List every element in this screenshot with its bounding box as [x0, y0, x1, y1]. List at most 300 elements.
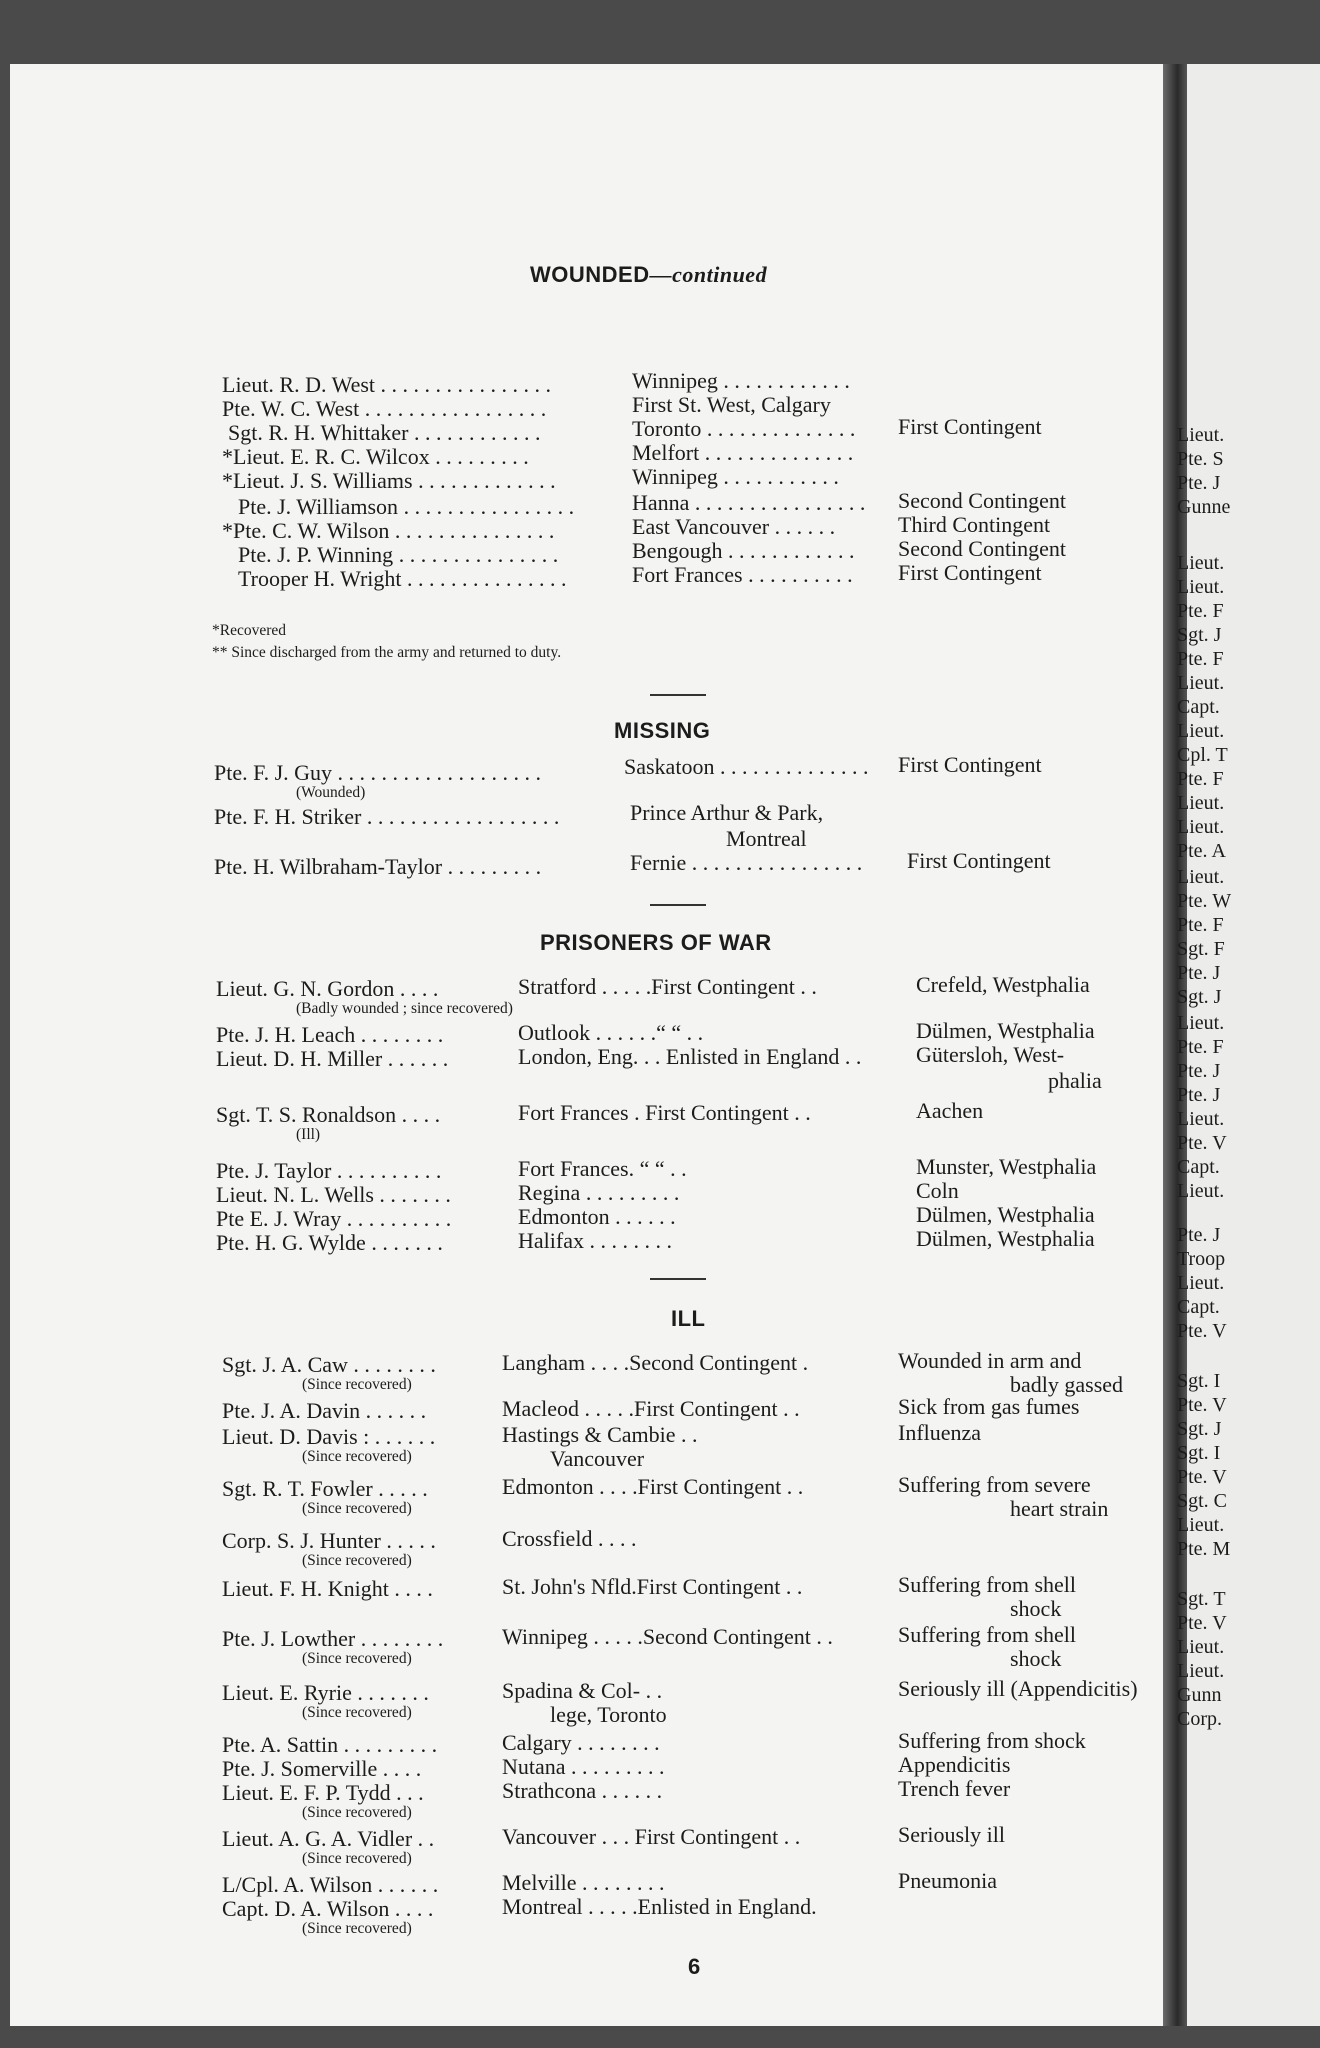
leader-dots: . .	[412, 1826, 435, 1851]
leader-dots: . . . . .	[372, 1476, 428, 1501]
camp-location: Munster, Westphalia	[916, 1154, 1097, 1179]
soldier-name: Lieut. A. G. A. Vidler	[222, 1826, 413, 1851]
hometown: Hastings & Cambie	[502, 1422, 676, 1447]
ill-place-line2: Vancouver	[550, 1446, 645, 1471]
right-page-entry: Lieut.	[1177, 866, 1225, 888]
leader-dots: . . .	[390, 1780, 424, 1805]
missing-place: Prince Arthur & Park,	[630, 800, 824, 825]
right-page-entry: Pte. A	[1177, 840, 1226, 862]
hometown: Nutana	[502, 1754, 566, 1779]
right-page-entry: Lieut.	[1177, 816, 1225, 838]
ill-entry	[222, 1872, 438, 1898]
leader-dots: : . . . . . .	[357, 1424, 436, 1449]
leader-dots: . .	[681, 1020, 704, 1045]
hometown: Fort Frances	[632, 562, 743, 587]
camp-location-line2: phalia	[1048, 1068, 1102, 1093]
leader-dots: . . . . .	[596, 974, 652, 999]
hometown: Montreal	[502, 1894, 583, 1919]
contingent: First Contingent	[898, 414, 1042, 439]
leader-dots: . . . .	[388, 1576, 433, 1601]
hometown: Fort Frances.	[518, 1156, 635, 1181]
condition: Seriously ill	[898, 1822, 1005, 1847]
ill-place	[502, 1678, 662, 1704]
leader-dots: . . . .	[592, 1526, 637, 1551]
left-page	[10, 64, 1163, 2026]
missing-place-line2: Montreal	[726, 826, 807, 851]
right-page-entry: Capt.	[1177, 1296, 1220, 1318]
soldier-name: Pte. J. Lowther	[222, 1626, 356, 1651]
leader-dots: . . . . . .	[590, 1020, 657, 1045]
right-page-entry: Pte. V	[1177, 1320, 1227, 1342]
camp-location: Gütersloh, West-	[916, 1042, 1065, 1067]
hometown: First St. West, Calgary	[632, 392, 831, 417]
wounded-title-suffix: —continued	[649, 262, 768, 287]
hometown: Stratford	[518, 974, 597, 999]
leader-dots: . . . . . . . . . . . . . .	[701, 416, 856, 441]
leader-dots: . . . . .	[587, 1624, 643, 1649]
leader-dots: . .	[778, 1824, 801, 1849]
missing-place: Saskatoon . . . . . . . . . . . . . .	[624, 754, 869, 779]
contingent: Second Contingent	[898, 536, 1067, 561]
hometown: Winnipeg	[632, 368, 718, 393]
soldier-name: Pte E. J. Wray	[216, 1206, 342, 1231]
ill-entry	[222, 1352, 436, 1378]
ill-place-line2: lege, Toronto	[550, 1702, 667, 1727]
right-page-entry: Sgt. J	[1177, 624, 1222, 646]
contingent: Enlisted in England.	[637, 1894, 817, 1919]
leader-dots: . .	[657, 1180, 680, 1205]
contingent: First Contingent	[651, 974, 795, 999]
right-page-entry: Gunn	[1177, 1684, 1222, 1706]
leader-dots: . . . . . .	[372, 1872, 439, 1897]
hometown: London, Eng.	[518, 1044, 639, 1069]
soldier-name: Pte. H. G. Wylde	[216, 1230, 366, 1255]
right-page-entry: Pte. F	[1177, 768, 1224, 790]
soldier-name: Lieut. D. H. Miller	[216, 1046, 383, 1071]
condition: Pneumonia	[898, 1868, 997, 1893]
contingent: First Contingent	[637, 1474, 782, 1499]
wounded-entry	[222, 468, 556, 494]
leader-dots: . . . . . . . . . . . . . . . .	[398, 494, 575, 519]
hometown: Edmonton	[502, 1474, 594, 1499]
prisoner-note: (Badly wounded ; since recovered)	[296, 1000, 513, 1017]
contingent: First Contingent	[634, 1824, 779, 1849]
leader-dots: . . . . . . . .	[355, 1022, 444, 1047]
soldier-name: Pte. A. Sattin	[222, 1732, 339, 1757]
prisoner-entry	[216, 1206, 451, 1232]
prisoner-place	[518, 1100, 811, 1126]
right-page-entry: Lieut.	[1177, 1272, 1225, 1294]
right-page-entry: Capt.	[1177, 1156, 1220, 1178]
contingent: “ “	[639, 1156, 665, 1181]
condition: Suffering from shock	[898, 1728, 1086, 1753]
wounded-entry	[228, 420, 540, 446]
leader-dots: . . . . . . . . . . . . . . . .	[375, 372, 552, 397]
leader-dots: . . . . . . . .	[347, 1352, 436, 1377]
right-page-entry: Sgt. F	[1177, 938, 1225, 960]
right-page-entry: Pte. J	[1177, 1060, 1221, 1082]
hometown: Winnipeg	[502, 1624, 588, 1649]
wounded-place	[632, 514, 835, 540]
wounded-entry	[222, 444, 529, 470]
right-page-entry: Pte. V	[1177, 1394, 1227, 1416]
prisoners-title: PRISONERS OF WAR	[540, 930, 772, 955]
right-page-entry: Pte. V	[1177, 1466, 1227, 1488]
soldier-name: *Lieut. E. R. C. Wilcox	[222, 444, 430, 469]
wounded-entry	[238, 542, 558, 568]
right-page-entry: Sgt. C	[1177, 1490, 1228, 1512]
prisoner-note: (Ill)	[296, 1126, 321, 1143]
leader-dots: . . . . . . .	[580, 1180, 658, 1205]
ill-place	[502, 1624, 833, 1650]
ill-note: (Since recovered)	[302, 1448, 412, 1465]
right-page-entry: Troop	[1177, 1248, 1226, 1270]
leader-dots: . . . .	[609, 1204, 654, 1229]
leader-dots: . . . . . . . . . . . . . . .	[393, 542, 559, 567]
ill-entry	[222, 1896, 433, 1922]
leader-dots: . . . . . . . . . . . .	[717, 368, 850, 393]
condition: Sick from gas fumes	[898, 1394, 1080, 1419]
leader-dots: . . . . . . . . . . . .	[722, 538, 855, 563]
hometown: Melville	[502, 1870, 577, 1895]
contingent: First Contingent	[898, 560, 1042, 585]
right-page-entry: Lieut.	[1177, 1012, 1225, 1034]
leader-dots: . . . . . . . . . .	[331, 1158, 442, 1183]
ill-title: ILL	[671, 1306, 706, 1331]
wounded-entry	[238, 566, 567, 592]
leader-dots: . . . . . . . . . . . . . . . . .	[359, 396, 547, 421]
ill-entry	[222, 1528, 436, 1554]
right-page-entry: Sgt. J	[1177, 986, 1222, 1008]
hometown: Fort Frances	[518, 1100, 629, 1125]
leader-dots: . .	[649, 1228, 672, 1253]
right-page-entry: Lieut.	[1177, 792, 1225, 814]
right-page-entry: Pte. J	[1177, 1084, 1221, 1106]
wounded-heading	[530, 262, 767, 288]
ill-entry	[222, 1424, 435, 1450]
ill-entry	[222, 1680, 429, 1706]
right-page-entry: Lieut.	[1177, 1108, 1225, 1130]
missing-place: Fernie . . . . . . . . . . . . . . . .	[630, 850, 863, 875]
prisoner-entry	[216, 1182, 451, 1208]
leader-dots: . . . .	[585, 1350, 630, 1375]
prisoner-place	[518, 1044, 861, 1070]
leader-dots: . . . . . . .	[565, 1754, 643, 1779]
leader-dots: . . . . . . .	[373, 1182, 451, 1207]
leader-dots: . . . . . . . . . . .	[717, 464, 839, 489]
right-page-entry: Pte. W	[1177, 890, 1232, 912]
contingent: Second Contingent	[629, 1350, 798, 1375]
leader-dots: . . . .	[593, 1474, 638, 1499]
prisoner-place	[518, 1228, 672, 1254]
contingent: “ “	[656, 1020, 682, 1045]
condition: Appendicitis	[898, 1752, 1011, 1777]
ill-note: (Since recovered)	[302, 1804, 412, 1821]
right-page	[1177, 64, 1320, 2026]
leader-dots: . . . . . . . . . .	[341, 1206, 452, 1231]
right-page-entry: Cpl. T	[1177, 744, 1228, 766]
hometown: Melfort	[632, 440, 700, 465]
right-page-entry: Lieut.	[1177, 672, 1225, 694]
ill-place	[502, 1778, 662, 1804]
contingent: Second Contingent	[898, 488, 1067, 513]
leader-dots: . .	[637, 1730, 660, 1755]
right-page-entry: Sgt. I	[1177, 1370, 1221, 1392]
right-page-entry: Pte. M	[1177, 1538, 1231, 1560]
right-page-entry: Pte. F	[1177, 600, 1224, 622]
leader-dots: . .	[642, 1754, 665, 1779]
soldier-name: Pte. J. Williamson	[238, 494, 399, 519]
wounded-place	[632, 416, 855, 442]
ill-entry	[222, 1780, 424, 1806]
leader-dots: . . . . . . . . . . . . . . . .	[689, 490, 866, 515]
ill-place	[502, 1574, 802, 1600]
wounded-entry	[222, 372, 551, 398]
hometown: Hanna	[632, 490, 690, 515]
soldier-name: Trooper H. Wright	[238, 566, 402, 591]
leader-dots: . .	[640, 1778, 663, 1803]
ill-place	[502, 1474, 803, 1500]
condition: Wounded in arm and	[898, 1348, 1082, 1373]
ill-entry	[222, 1732, 437, 1758]
ill-entry	[222, 1826, 434, 1852]
page-number: 6	[688, 1954, 701, 1979]
soldier-name: Lieut. G. N. Gordon	[216, 976, 395, 1001]
hometown: East Vancouver	[632, 514, 770, 539]
hometown: Vancouver	[502, 1824, 597, 1849]
leader-dots: .	[797, 1350, 809, 1375]
condition-line2: heart strain	[1010, 1496, 1109, 1521]
leader-dots: . . . . . .	[576, 1870, 643, 1895]
leader-dots: . .	[640, 1678, 663, 1703]
leader-dots: . . . . . . . . .	[338, 1732, 438, 1757]
leader-dots: . . . . .	[380, 1528, 436, 1553]
ill-place	[502, 1350, 808, 1376]
ill-note: (Since recovered)	[302, 1704, 412, 1721]
ill-note: (Since recovered)	[302, 1552, 412, 1569]
leader-dots: . . . .	[396, 1102, 441, 1127]
wounded-entry	[238, 494, 574, 520]
right-page-entry: Pte. F	[1177, 1036, 1224, 1058]
soldier-name: *Pte. C. W. Wilson	[222, 518, 390, 543]
missing-note: (Wounded)	[296, 784, 366, 801]
prisoner-place	[518, 1156, 687, 1182]
hometown: Edmonton	[518, 1204, 610, 1229]
leader-dots: . . . . . .	[382, 1046, 449, 1071]
right-page-entry: Lieut.	[1177, 720, 1225, 742]
right-page-entry: Gunne	[1177, 496, 1231, 518]
hometown: Regina	[518, 1180, 581, 1205]
soldier-name: Lieut. N. L. Wells	[216, 1182, 374, 1207]
right-page-entry: Pte. V	[1177, 1132, 1227, 1154]
camp-location: Crefeld, Westphalia	[916, 972, 1090, 997]
right-page-entry: Pte. F	[1177, 648, 1224, 670]
soldier-name: Corp. S. J. Hunter	[222, 1528, 381, 1553]
right-page-entry: Pte. V	[1177, 1612, 1227, 1634]
hometown: Strathcona	[502, 1778, 597, 1803]
soldier-name: Capt. D. A. Wilson	[222, 1896, 390, 1921]
leader-dots: .	[628, 1100, 646, 1125]
divider	[650, 694, 706, 696]
leader-dots: . .	[642, 1870, 665, 1895]
leader-dots: . .	[653, 1204, 676, 1229]
wounded-place	[632, 562, 853, 588]
soldier-name: Sgt. T. S. Ronaldson	[216, 1102, 397, 1127]
soldier-name: Lieut. F. H. Knight	[222, 1576, 389, 1601]
contingent: First Contingent	[645, 1100, 789, 1125]
ill-entry	[222, 1576, 433, 1602]
right-page-entry: Lieut.	[1177, 1636, 1225, 1658]
leader-dots: . . . .	[596, 1778, 641, 1803]
leader-dots: . . . . . . . . . . . . . . .	[401, 566, 567, 591]
hometown: Langham	[502, 1350, 586, 1375]
soldier-name: Lieut. D. Davis	[222, 1424, 358, 1449]
hometown: Crossfield	[502, 1526, 593, 1551]
camp-location: Dülmen, Westphalia	[916, 1226, 1095, 1251]
leader-dots: . .	[794, 974, 817, 999]
prisoner-entry	[216, 1230, 443, 1256]
contingent: Enlisted in England	[665, 1044, 840, 1069]
right-page-entry: Sgt. J	[1177, 1418, 1222, 1440]
ill-place	[502, 1526, 636, 1552]
leader-dots: . . . . . . . . . . . .	[408, 420, 541, 445]
condition: Trench fever	[898, 1776, 1011, 1801]
wounded-title: WOUNDED	[530, 262, 650, 287]
leader-dots: . . . . . .	[583, 1228, 650, 1253]
leader-dots: . . . . .	[578, 1396, 634, 1421]
missing-row: Pte. F. H. Striker . . . . . . . . . . . . . . . . . .	[214, 804, 560, 829]
ill-note: (Since recovered)	[302, 1920, 412, 1937]
right-page-entry: Lieut.	[1177, 1660, 1225, 1682]
leader-dots: . .	[781, 1474, 804, 1499]
right-page-entry: Pte. F	[1177, 914, 1224, 936]
soldier-name: Sgt. R. T. Fowler	[222, 1476, 373, 1501]
ill-entry	[222, 1756, 421, 1782]
right-page-entry: Lieut.	[1177, 576, 1225, 598]
camp-location: Aachen	[916, 1098, 984, 1123]
wounded-place	[632, 392, 831, 418]
right-page-entry: Pte. J	[1177, 1224, 1221, 1246]
wounded-place	[632, 368, 850, 394]
condition-line2: shock	[1010, 1646, 1062, 1671]
leader-dots: . . . .	[389, 1896, 434, 1921]
leader-dots: . .	[777, 1396, 800, 1421]
ill-place	[502, 1870, 665, 1896]
soldier-name: Pte. J. P. Winning	[238, 542, 394, 567]
leader-dots: . . . . . .	[360, 1398, 427, 1423]
ill-entry	[222, 1398, 426, 1424]
prisoner-entry	[216, 1158, 441, 1184]
prisoner-place	[518, 974, 817, 1000]
ill-note: (Since recovered)	[302, 1376, 412, 1393]
condition: Seriously ill (Appendicitis)	[898, 1676, 1138, 1701]
prisoner-entry	[216, 1022, 443, 1048]
right-page-entry: Capt.	[1177, 696, 1220, 718]
contingent: First Contingent	[636, 1574, 781, 1599]
ill-entry	[222, 1626, 443, 1652]
leader-dots: . .	[780, 1574, 803, 1599]
right-page-entry: Pte. J	[1177, 472, 1221, 494]
missing-contingent: First Contingent	[907, 848, 1051, 873]
right-page-entry: Sgt. I	[1177, 1442, 1221, 1464]
hometown: Spadina & Col-	[502, 1678, 641, 1703]
right-page-entry: Corp.	[1177, 1708, 1222, 1730]
wounded-place	[632, 538, 854, 564]
missing-contingent: First Contingent	[898, 752, 1042, 777]
right-page-entry: Lieut.	[1177, 1180, 1225, 1202]
ill-entry	[222, 1476, 428, 1502]
leader-dots: . . . . . . . . . .	[742, 562, 853, 587]
missing-row: Pte. H. Wilbraham-Taylor . . . . . . . . .	[214, 854, 542, 879]
leader-dots: . . . .	[377, 1756, 422, 1781]
right-page-entry: Pte. J	[1177, 962, 1221, 984]
right-page-entry: Lieut.	[1177, 1514, 1225, 1536]
leader-dots: . . .	[596, 1824, 635, 1849]
camp-location: Dülmen, Westphalia	[916, 1018, 1095, 1043]
right-page-entry: Lieut.	[1177, 552, 1225, 574]
soldier-name: Sgt. R. H. Whittaker	[228, 420, 409, 445]
wounded-place	[632, 490, 865, 516]
ill-note: (Since recovered)	[302, 1650, 412, 1667]
hometown: Winnipeg	[632, 464, 718, 489]
prisoner-entry	[216, 1046, 448, 1072]
right-page-entry: Sgt. T	[1177, 1588, 1226, 1610]
condition: Influenza	[898, 1420, 982, 1445]
leader-dots: . . . . . . . . . . . . .	[412, 468, 556, 493]
soldier-name: Pte. J. Taylor	[216, 1158, 332, 1183]
ill-place	[502, 1754, 665, 1780]
soldier-name: Pte. J. A. Davin	[222, 1398, 361, 1423]
leader-dots: . . . . . . . .	[355, 1626, 444, 1651]
soldier-name: Pte. J. H. Leach	[216, 1022, 356, 1047]
leader-dots: . .	[810, 1624, 833, 1649]
leader-dots: . . . . . . . . . . . . . . .	[389, 518, 555, 543]
leader-dots: . . . . . .	[571, 1730, 638, 1755]
camp-location: Coln	[916, 1178, 959, 1203]
leader-dots: . .	[839, 1044, 862, 1069]
wounded-entry	[222, 518, 554, 544]
ill-place	[502, 1730, 660, 1756]
hometown: Macleod	[502, 1396, 579, 1421]
condition-line2: shock	[1010, 1596, 1062, 1621]
wounded-place	[632, 440, 853, 466]
leader-dots: . .	[788, 1100, 811, 1125]
condition: Suffering from shell	[898, 1572, 1077, 1597]
soldier-name: Pte. W. C. West	[222, 396, 360, 421]
soldier-name: Pte. J. Somerville	[222, 1756, 378, 1781]
soldier-name: Sgt. J. A. Caw	[222, 1352, 348, 1377]
camp-location: Dülmen, Westphalia	[916, 1202, 1095, 1227]
ill-place	[502, 1894, 817, 1920]
footnote-recovered: *Recovered	[212, 622, 287, 639]
condition: Suffering from shell	[898, 1622, 1077, 1647]
right-page-entry: Pte. S	[1177, 448, 1224, 470]
prisoner-entry	[216, 1102, 440, 1128]
hometown: St. John's Nfld.	[502, 1574, 637, 1599]
right-page-entry: Lieut.	[1177, 424, 1225, 446]
contingent: Second Contingent	[642, 1624, 811, 1649]
leader-dots: . . . . . .	[769, 514, 836, 539]
ill-place	[502, 1396, 800, 1422]
soldier-name: Lieut. E. Ryrie	[222, 1680, 352, 1705]
condition-line2: badly gassed	[1010, 1372, 1124, 1397]
condition: Suffering from severe	[898, 1472, 1091, 1497]
divider	[650, 904, 706, 906]
leader-dots: . . . . .	[582, 1894, 638, 1919]
leader-dots: . . . . . . . . .	[429, 444, 529, 469]
leader-dots: . . . . . . .	[351, 1680, 429, 1705]
wounded-entry	[222, 396, 546, 422]
